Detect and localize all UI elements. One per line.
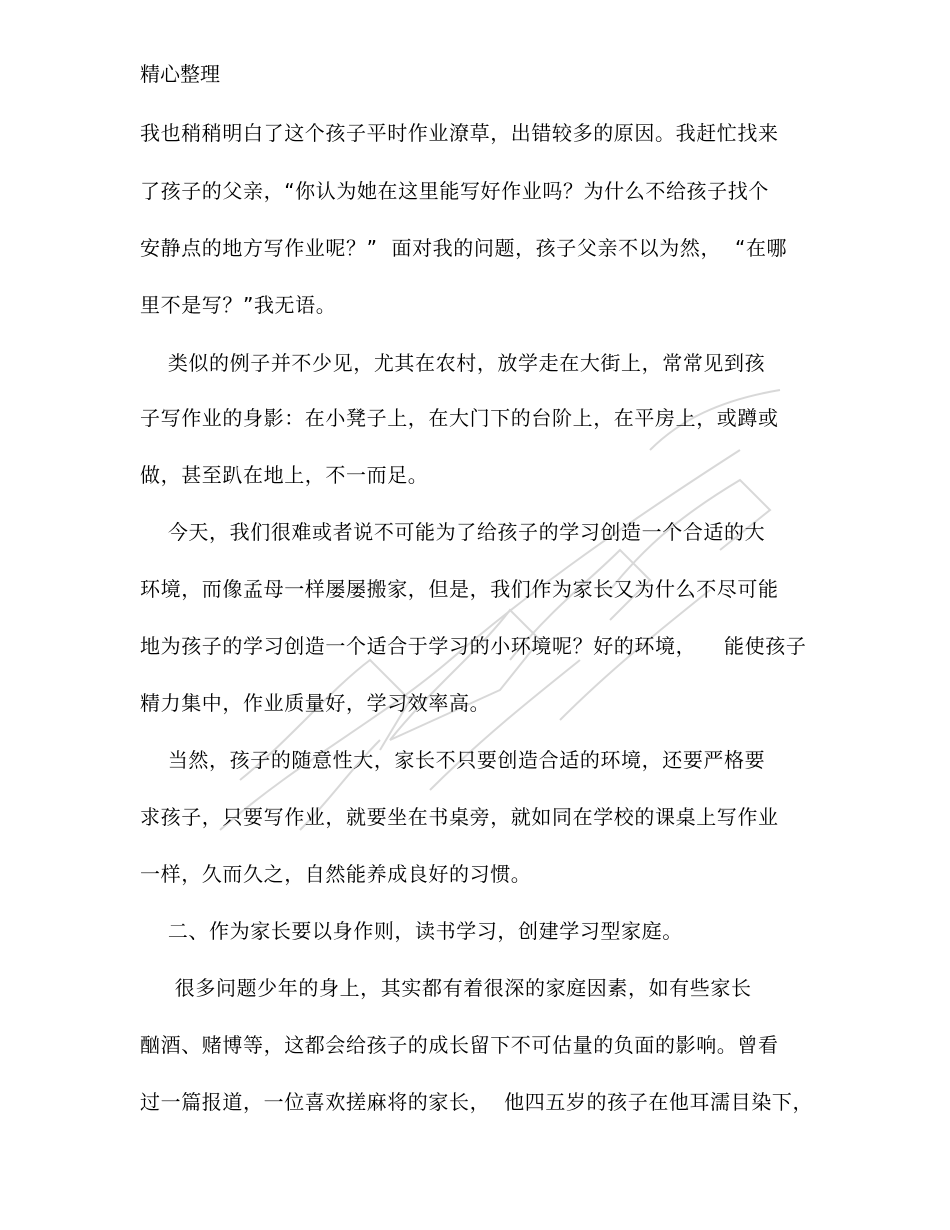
body-line: 里不是写？”我无语。 [140,293,337,317]
body-line: 精力集中，作业质量好，学习效率高。 [140,691,491,715]
body-line: 类似的例子并不少见，尤其在农村，放学走在大街上，常常见到孩 [140,351,766,375]
body-line: 了孩子的父亲，“你认为她在这里能写好作业吗？为什么不给孩子找个 [140,179,769,203]
body-line: 很多问题少年的身上，其实都有着很深的家庭因素，如有些家长 [140,976,752,1000]
body-line: 当然，孩子的随意性大，家长不只要创造合适的环境，还要严格要 [140,748,766,772]
body-line: 一样，久而久之，自然能养成良好的习惯。 [140,862,532,886]
page-header-title: 精心整理 [140,62,220,86]
body-line: 酗酒、赌博等，这都会给孩子的成长留下不可估量的负面的影响。曾看 [140,1033,779,1057]
section-heading: 二、作为家长要以身作则，读书学习，创建学习型家庭。 [140,919,683,943]
body-line: 过一篇报道，一位喜欢搓麻将的家长， 他四五岁的孩子在他耳濡目染下， [140,1090,814,1114]
body-line: 安静点的地方写作业呢？” 面对我的问题，孩子父亲不以为然， “在哪 [140,236,788,260]
body-line: 我也稍稍明白了这个孩子平时作业潦草，出错较多的原因。我赶忙找来 [140,121,779,145]
body-line: 地为孩子的学习创造一个适合于学习的小环境呢？好的环境， 能使孩子 [140,634,807,658]
body-line: 求孩子，只要写作业，就要坐在书桌旁，就如同在学校的课桌上写作业 [140,805,779,829]
body-line: 子写作业的身影：在小凳子上，在大门下的台阶上，在平房上，或蹲或 [140,406,779,430]
body-line: 做，甚至趴在地上，不一而足。 [140,463,429,487]
body-line: 今天，我们很难或者说不可能为了给孩子的学习创造一个合适的大 [140,520,766,544]
watermark-stamp [180,360,820,880]
body-line: 环境，而像孟母一样屡屡搬家，但是，我们作为家长又为什么不尽可能 [140,577,779,601]
